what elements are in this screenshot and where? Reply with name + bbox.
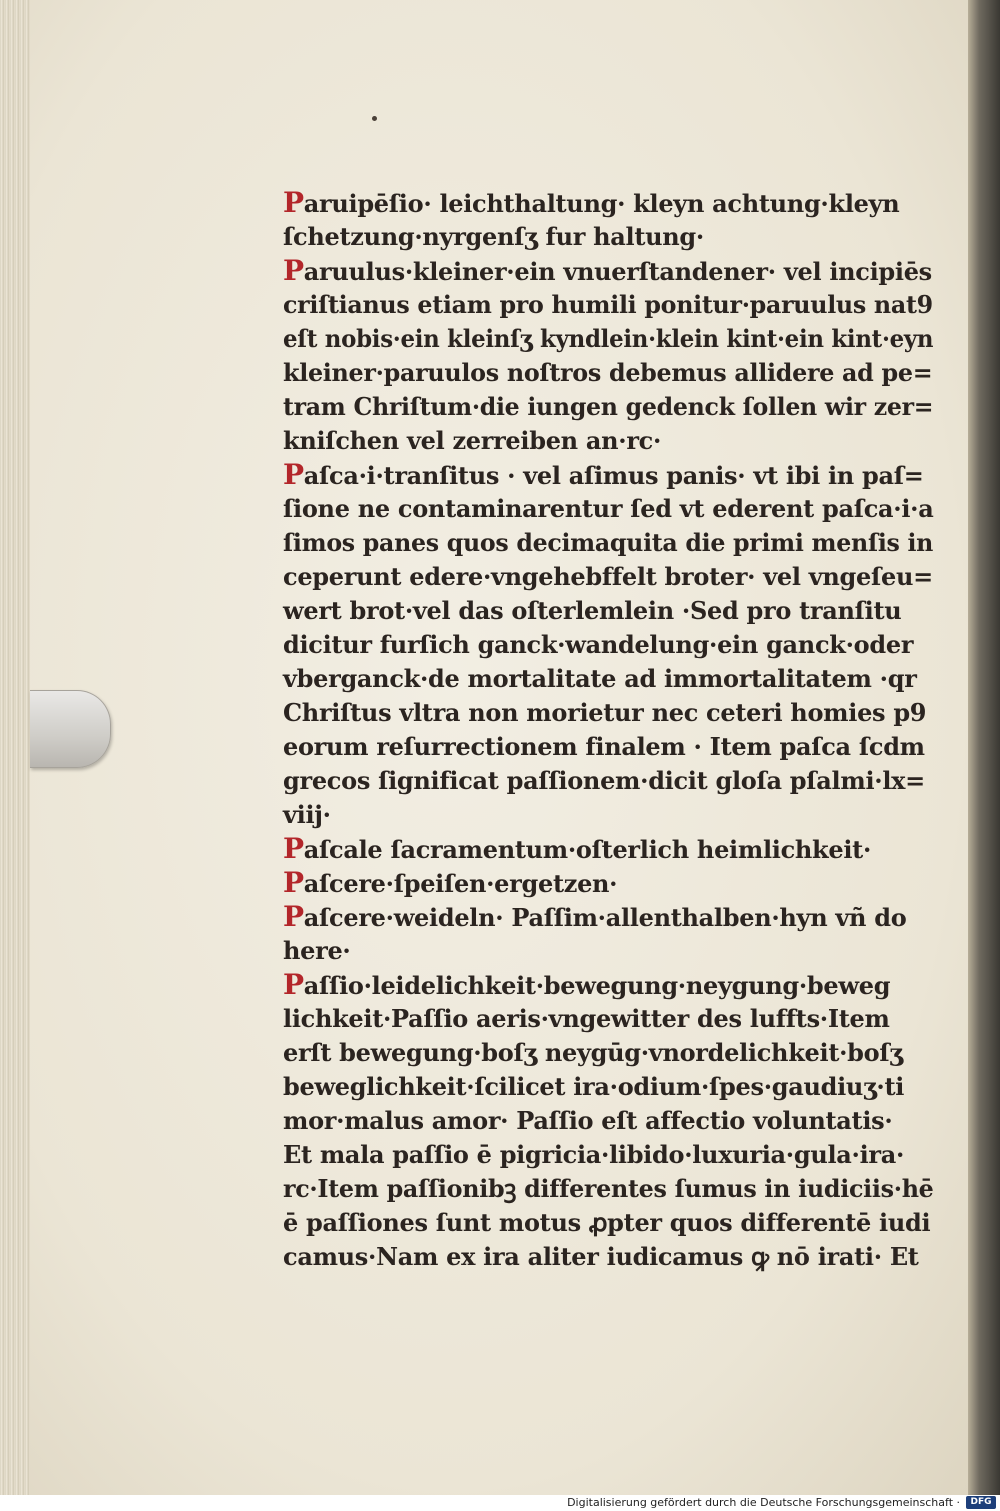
line-text: grecos ſignificat paſſionem·dicit gloſa pſalmi·lx= (283, 766, 925, 795)
ink-dot (372, 116, 377, 121)
line-text: ſimos panes quos decimaquita die primi menſis in (283, 528, 934, 557)
text-line (283, 968, 933, 1002)
dfg-logo: DFG (966, 1496, 996, 1509)
line-text: ſione ne contaminarentur ſed vt ederent paſca·i·a (283, 494, 934, 523)
line-text: vberganck·de mortalitate ad immortalitatem ·qr (283, 664, 917, 693)
line-text: eorum reſurrectionem finalem · Item paſca ſcdm (283, 732, 925, 761)
incunable-text-block (283, 186, 933, 1274)
line-text: kniſchen vel zerreiben an·rc· (283, 426, 662, 455)
text-line (283, 1036, 933, 1070)
line-text: camus·Nam ex ira aliter iudicamus ꝙ nō irati· Et (283, 1242, 919, 1271)
line-text: aruulus·kleiner·ein vnuerſtandener· vel incipiēs (303, 257, 932, 286)
line-text: viij· (283, 800, 331, 829)
rubricated-initial: P (283, 968, 304, 1001)
text-line (283, 730, 933, 764)
line-text: Et mala paſſio ē pigricia·libido·luxuria·gula·ira· (283, 1140, 905, 1169)
line-text: Chriſtus vltra non morietur nec ceteri homies p9 (283, 698, 927, 727)
text-line (283, 1138, 933, 1172)
rubricated-initial: P (283, 866, 304, 899)
text-line (283, 900, 933, 934)
page-clip-tab (30, 690, 111, 768)
line-text: ceperunt edere·vngehebffelt broter· vel vngeſeu= (283, 562, 933, 591)
text-line (283, 526, 934, 560)
text-line (283, 560, 933, 594)
text-line (283, 254, 933, 288)
text-line (283, 662, 933, 696)
line-text: aſca·i·tranſitus · vel aſimus panis· vt ibi in paſ= (303, 461, 924, 490)
rubricated-initial: P (283, 458, 304, 491)
text-line (283, 594, 933, 628)
text-line (283, 832, 933, 866)
line-text: wert brot·vel das oſterlemlein ·Sed pro tranſitu (283, 596, 902, 625)
line-text: rc·Item paſſionibꝫ differentes ſumus in iudiciis·hē (283, 1174, 934, 1203)
text-line (283, 322, 934, 356)
text-line (283, 628, 933, 662)
line-text: tram Chriſtum·die iungen gedenck ſollen wir zer= (283, 392, 934, 421)
line-text: kleiner·paruulos noſtros debemus allidere ad pe= (283, 358, 933, 387)
rubricated-initial: P (283, 832, 304, 865)
line-text: aſcere·weideln· Paſſim·allenthalben·hyn vñ do (303, 903, 907, 932)
text-line (283, 1104, 933, 1138)
line-text: aſcale ſacramentum·oſterlich heimlichkeit· (303, 835, 871, 864)
line-text: erſt bewegung·boſʒ neygūg·vnordelichkeit·boſʒ (283, 1038, 903, 1067)
line-text: aſcere·ſpeiſen·ergetzen· (303, 869, 618, 898)
text-line (283, 186, 933, 220)
line-text: ē paſſiones ſunt motus ꝓpter quos differentē iudi (283, 1208, 931, 1237)
line-text: beweglichkeit·ſcilicet ira·odium·ſpes·gaudiuʒ·ti (283, 1072, 905, 1101)
text-line (283, 220, 933, 254)
text-line (283, 696, 933, 730)
text-line (283, 288, 933, 322)
show-through-text (290, 136, 930, 174)
line-text: aſſio·leidelichkeit·bewegung·neygung·beweg (303, 971, 891, 1000)
text-line (283, 390, 934, 424)
funding-notice: Digitalisierung gefördert durch die Deutsche Forschungsgemeinschaft · (567, 1496, 960, 1509)
text-line (283, 492, 933, 526)
text-line (283, 1206, 933, 1240)
text-line (283, 1070, 933, 1104)
book-spine-shadow (968, 0, 1000, 1495)
rubricated-initial: P (283, 900, 304, 933)
text-line (283, 1002, 933, 1036)
text-line (283, 798, 933, 832)
text-line (283, 866, 933, 900)
footer-bar (0, 1495, 1000, 1511)
text-line (283, 424, 933, 458)
book-page-edges-left (0, 0, 30, 1495)
line-text: ſchetzung·nyrgenſʒ fur haltung· (283, 222, 704, 251)
line-text: lichkeit·Paſſio aeris·vngewitter des luffts·Item (283, 1004, 890, 1033)
line-text: criſtianus etiam pro humili ponitur·paruulus nat9 (283, 290, 933, 319)
line-text: mor·malus amor· Paſſio eſt affectio voluntatis· (283, 1106, 893, 1135)
text-line (283, 934, 933, 968)
line-text: here· (283, 936, 351, 965)
rubricated-initial: P (283, 186, 304, 219)
text-line (283, 1172, 934, 1206)
text-line (283, 356, 933, 390)
text-line (283, 1240, 933, 1274)
line-text: dicitur furſich ganck·wandelung·ein ganck·oder (283, 630, 914, 659)
text-line (283, 458, 933, 492)
text-line (283, 764, 933, 798)
line-text: aruipēſio· leichthaltung· kleyn achtung·kleyn (303, 189, 900, 218)
line-text: eſt nobis·ein kleinſʒ kyndlein·klein kint·ein kint·eyn (283, 324, 934, 353)
rubricated-initial: P (283, 254, 304, 287)
